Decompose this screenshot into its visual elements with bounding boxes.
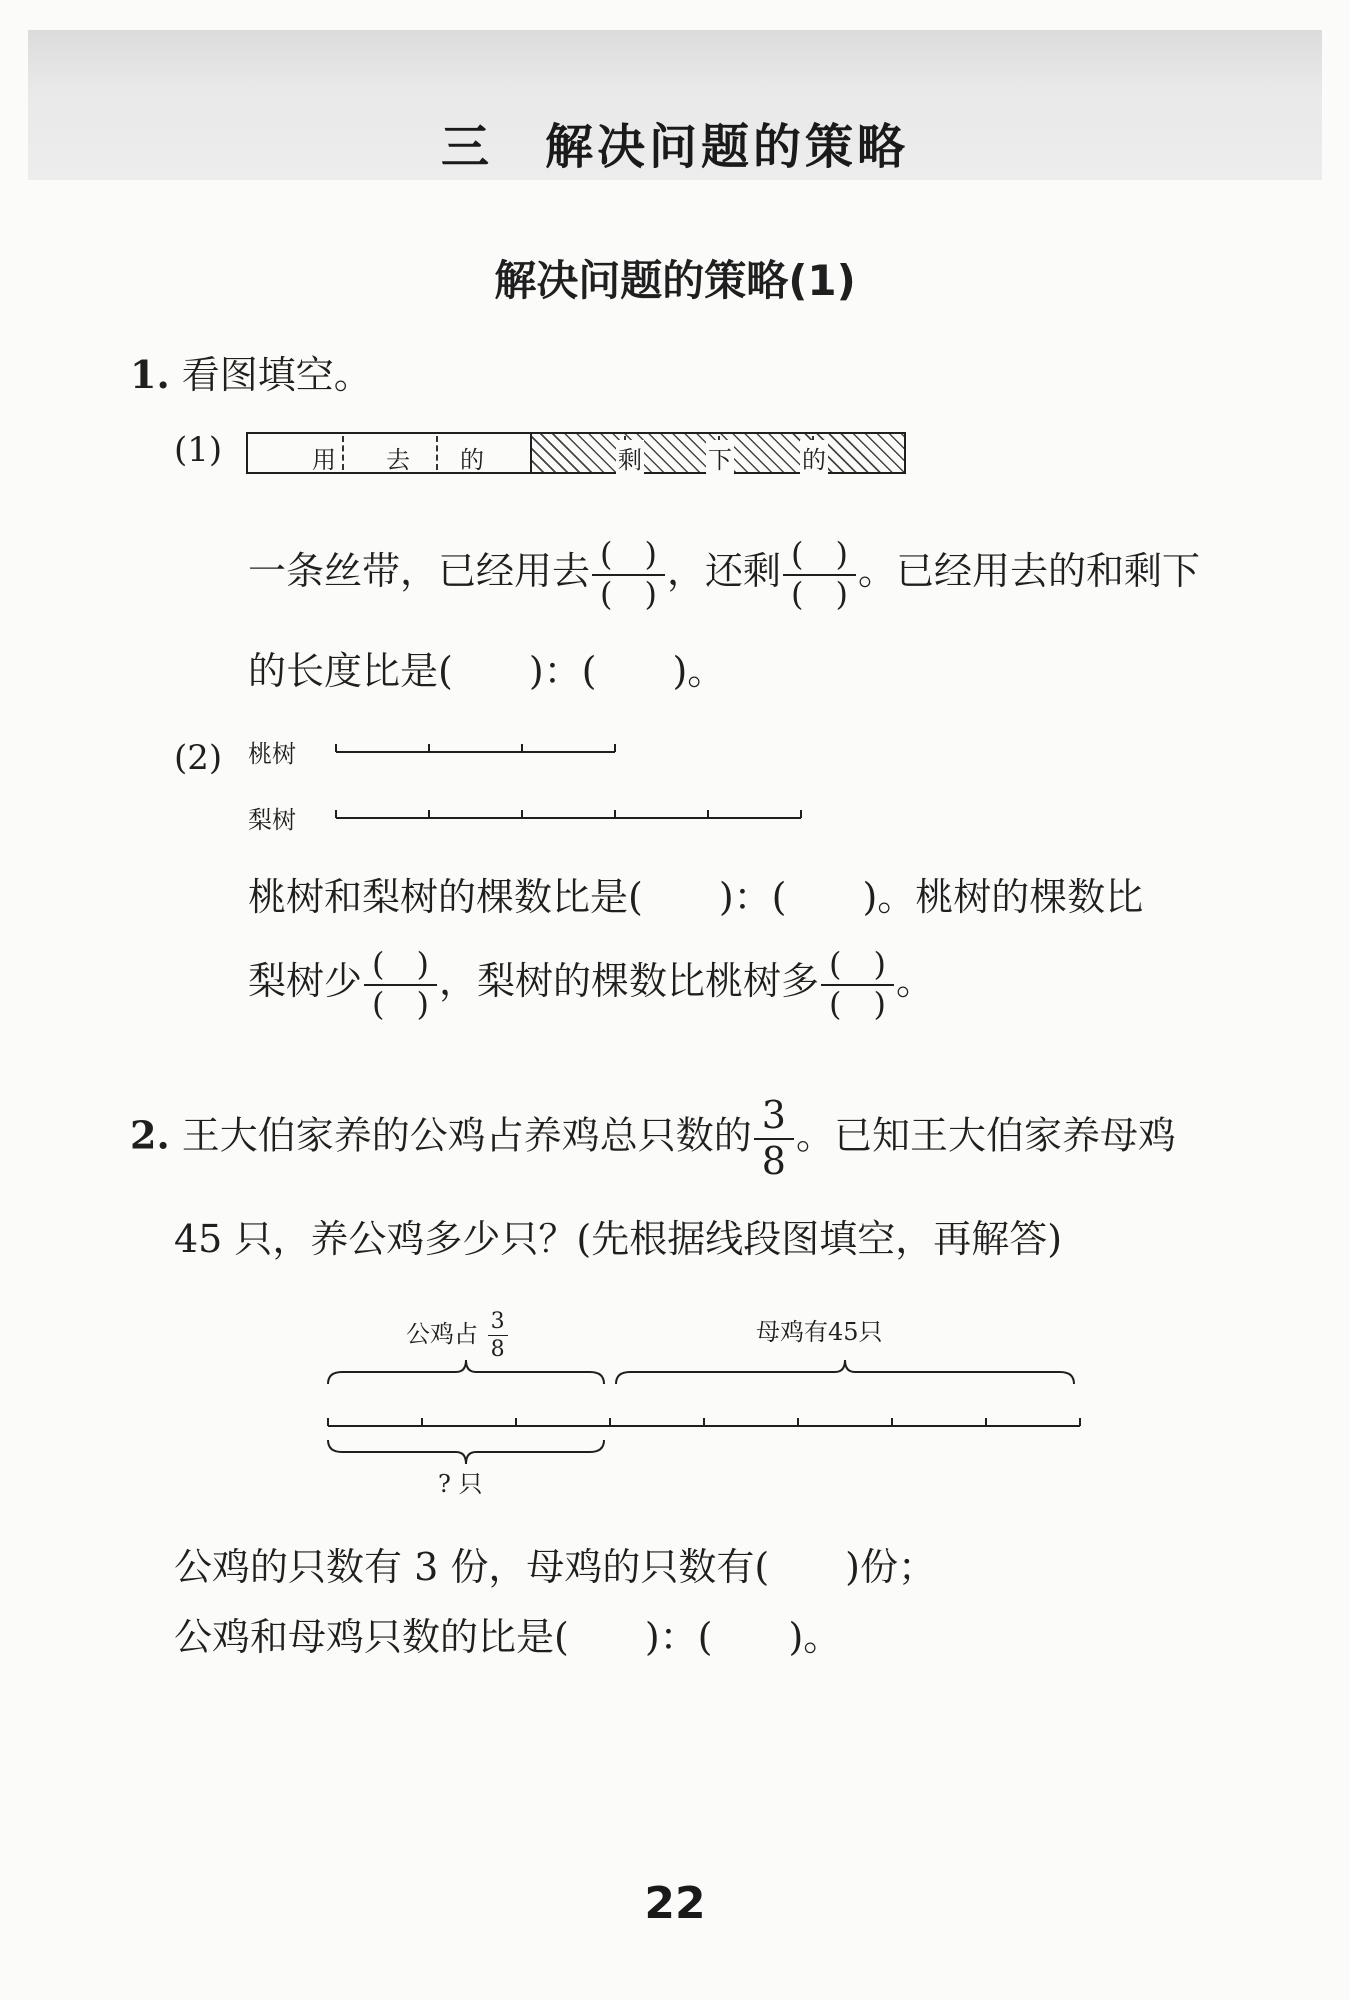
divider [342,436,344,470]
fill-line-1[interactable]: 公鸡的只数有 3 份，母鸡的只数有( )份； [174,1545,936,1589]
fraction-blank[interactable] [783,535,856,613]
denominator-blank[interactable]: ( ) [372,984,429,1023]
numerator: 3 [761,1093,786,1137]
text: 。已知王大伯家养母鸡 [795,1113,1176,1158]
question-2-line-1 [130,1093,1176,1183]
part-1-line-2[interactable]: 的长度比是( )：( )。 [248,649,726,693]
fraction [488,1310,508,1361]
part-2-line-1[interactable]: 桃树和梨树的棵数比是( )：( )。桃树的棵数比 [248,875,1144,919]
numerator-blank[interactable]: ( ) [600,535,657,573]
ribbon-label: 下 [706,440,734,475]
peach-tree-label: 桃树 [248,740,296,768]
question-1-heading [130,344,372,399]
numerator-blank[interactable]: ( ) [791,535,848,573]
ribbon-diagram [246,432,906,474]
fraction-blank[interactable] [364,945,437,1023]
part-2-label: (2) [174,738,223,778]
numerator-blank[interactable]: ( ) [372,945,429,983]
part-2-line-2 [248,945,935,1023]
denominator-blank[interactable]: ( ) [829,984,886,1023]
question-2-line-2: 45 只，养公鸡多少只？(先根据线段图填空，再解答) [174,1217,1063,1261]
question-prompt: 看图填空。 [181,353,372,397]
divider [436,436,438,470]
denominator: 8 [761,1138,786,1183]
question-brace [328,1440,604,1464]
question-number: 2. [130,1112,170,1158]
text: 一条丝带，已经用去 [248,549,591,594]
ribbon-label: 剩 [616,440,644,475]
rooster-brace [328,1360,604,1384]
fraction-blank[interactable] [821,945,894,1023]
numerator: 3 [490,1309,505,1334]
question-label: ? 只 [438,1470,483,1498]
fill-line-2[interactable]: 公鸡和母鸡只数的比是( )：( )。 [174,1615,842,1659]
part-1-label: (1) [174,430,223,470]
denominator-blank[interactable]: ( ) [791,574,848,613]
text: 梨树少 [248,959,363,1004]
ribbon-label: 的 [800,440,828,475]
rooster-label [406,1310,510,1361]
fraction-blank[interactable] [592,535,665,613]
hen-brace [616,1360,1074,1384]
denominator: 8 [490,1337,505,1363]
part-1-line-1 [248,535,1201,613]
ribbon-label: 去 [386,446,410,474]
lesson-title: 解决问题的策略(1) [494,256,856,305]
fraction [754,1093,794,1183]
page-number: 22 [644,1878,706,1929]
text: 公鸡占 [406,1320,478,1349]
unit-title: 三 解决问题的策略 [440,119,909,175]
ribbon-label: 用 [312,446,336,474]
question-number: 1. [130,352,170,397]
ribbon-label: 的 [460,446,484,474]
numerator-blank[interactable]: ( ) [829,945,886,983]
text: ，梨树的棵数比桃树多 [439,959,820,1004]
text: 王大伯家养的公鸡占养鸡总只数的 [181,1113,752,1158]
hen-label: 母鸡有45只 [756,1318,883,1346]
text: ，还剩 [667,549,782,594]
pear-tree-label: 梨树 [248,806,296,834]
text: 。已经用去的和剩下 [858,549,1201,594]
denominator-blank[interactable]: ( ) [600,574,657,613]
text: 。 [896,959,935,1004]
